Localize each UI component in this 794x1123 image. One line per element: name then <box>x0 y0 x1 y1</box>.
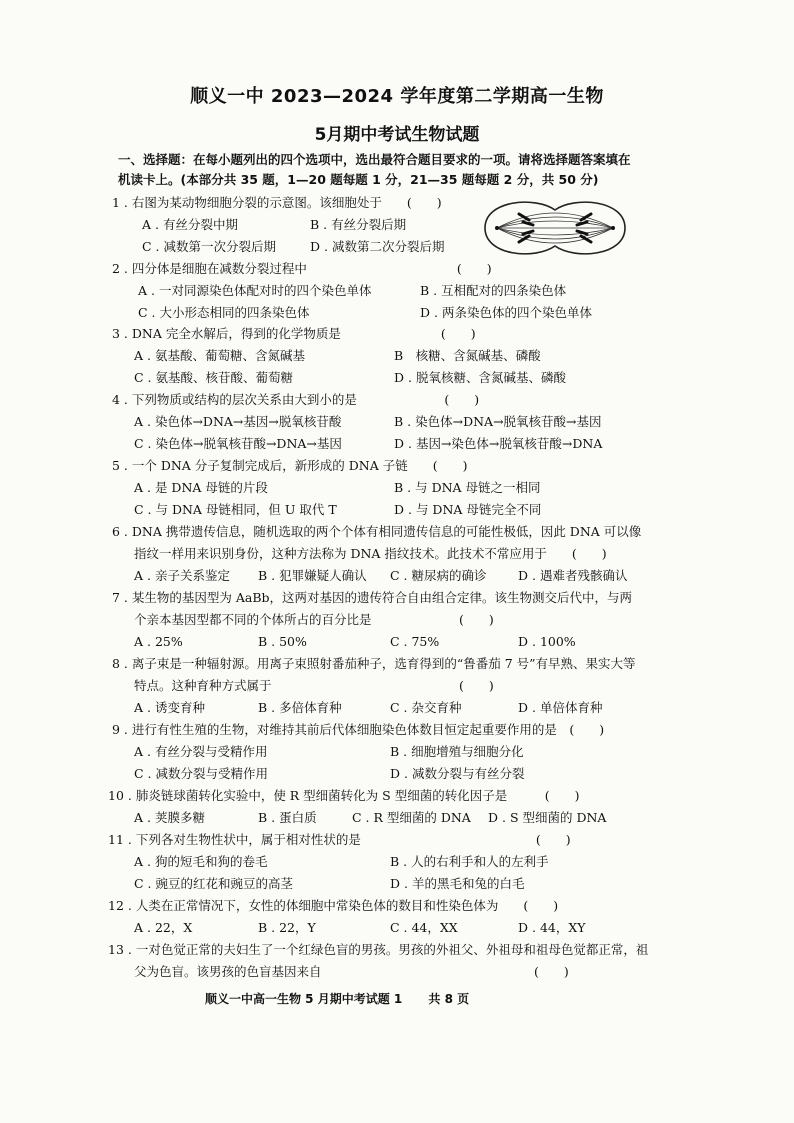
question-3-stem: 3 . DNA 完全水解后，得到的化学物质是 ( ) <box>112 326 476 341</box>
q12-option-c: C . 44，XX <box>390 920 458 935</box>
question-7-stem-1: 7 . 某生物的基因型为 AaBb，这两对基因的遗传符合自由组合定律。该生物测交后代中，与两 <box>112 590 633 605</box>
q7-option-c: C . 75% <box>390 634 440 649</box>
cell-division-diagram-icon <box>475 192 635 264</box>
q6-option-d: D . 遇难者残骸确认 <box>518 568 628 583</box>
q4-option-d: D . 基因→染色体→脱氧核苷酸→DNA <box>394 436 603 451</box>
exam-subtitle: 5月期中考试生物试题 <box>314 125 480 145</box>
q3-option-c: C . 氨基酸、核苷酸、葡萄糖 <box>134 370 293 385</box>
q10-option-a: A . 荚膜多糖 <box>134 810 205 825</box>
q9-option-c: C . 减数分裂与受精作用 <box>134 766 268 781</box>
question-6-stem-1: 6 . DNA 携带遗传信息，随机选取的两个个体有相同遗传信息的可能性极低，因此 DNA 可以像 <box>112 524 642 539</box>
q6-option-a: A . 亲子关系鉴定 <box>134 568 230 583</box>
section-instruction-1: 一、选择题：在每小题列出的四个选项中，选出最符合题目要求的一项。请将选择题答案填在 <box>118 152 631 167</box>
q11-option-a: A . 狗的短毛和狗的卷毛 <box>134 854 268 869</box>
q5-option-c: C . 与 DNA 母链相同，但 U 取代 T <box>134 502 337 517</box>
q9-option-b: B . 细胞增殖与细胞分化 <box>390 744 524 759</box>
q11-option-b: B . 人的右利手和人的左利手 <box>390 854 549 869</box>
q7-option-d: D . 100% <box>518 634 576 649</box>
q12-option-d: D . 44，XY <box>518 920 586 935</box>
q10-option-d: D . S 型细菌的 DNA <box>488 810 607 825</box>
q4-option-b: B . 染色体→DNA→脱氧核苷酸→基因 <box>394 414 602 429</box>
q5-option-b: B . 与 DNA 母链之一相同 <box>394 480 541 495</box>
q12-option-b: B . 22，Y <box>258 920 316 935</box>
q8-option-a: A . 诱变育种 <box>134 700 205 715</box>
q1-option-c: C . 减数第一次分裂后期 <box>142 239 276 254</box>
q3-option-a: A . 氨基酸、葡萄糖、含氮碱基 <box>134 348 305 363</box>
question-4-stem: 4 . 下列物质或结构的层次关系由大到小的是 ( ) <box>112 392 480 407</box>
q10-option-b: B . 蛋白质 <box>258 810 317 825</box>
footer-page-count: 共 8 页 <box>428 992 470 1006</box>
page-footer <box>205 990 491 1007</box>
q2-option-b: B . 互相配对的四条染色体 <box>420 283 567 298</box>
q9-option-a: A . 有丝分裂与受精作用 <box>134 744 268 759</box>
question-13-stem-1: 13 . 一对色觉正常的夫妇生了一个红绿色盲的男孩。男孩的外祖父、外祖母和祖母色觉都正常，祖 <box>108 942 649 957</box>
q4-option-c: C . 染色体→脱氧核苷酸→DNA→基因 <box>134 436 342 451</box>
q8-option-c: C . 杂交育种 <box>390 700 462 715</box>
question-11-stem: 11 . 下列各对生物性状中，属于相对性状的是 ( ) <box>108 832 571 847</box>
question-13-stem-2: 父为色盲。该男孩的色盲基因来自 ( ) <box>134 964 569 979</box>
q9-option-d: D . 减数分裂与有丝分裂 <box>390 766 525 781</box>
q7-option-a: A . 25% <box>134 634 183 649</box>
q6-option-b: B . 犯罪嫌疑人确认 <box>258 568 367 583</box>
footer-title: 顺义一中高一生物 5 月期中考试题 1 <box>205 992 403 1006</box>
q11-option-d: D . 羊的黑毛和兔的白毛 <box>390 876 525 891</box>
q5-option-a: A . 是 DNA 母链的片段 <box>134 480 268 495</box>
question-9-stem: 9 . 进行有性生殖的生物，对维持其前后代体细胞染色体数目恒定起重要作用的是 ( ) <box>112 722 605 737</box>
q1-option-d: D . 减数第二次分裂后期 <box>310 239 445 254</box>
q3-option-d: D . 脱氧核糖、含氮碱基、磷酸 <box>394 370 566 385</box>
q4-option-a: A . 染色体→DNA→基因→脱氧核苷酸 <box>134 414 342 429</box>
q11-option-c: C . 豌豆的红花和豌豆的高茎 <box>134 876 293 891</box>
question-1-stem: 1 . 右图为某动物细胞分裂的示意图。该细胞处于 ( ) <box>112 195 442 210</box>
question-8-stem-1: 8 . 离子束是一种辐射源。用离子束照射番茄种子，选育得到的“鲁番茄 7 号”有早熟、果实大等 <box>112 656 636 671</box>
q1-option-a: A . 有丝分裂中期 <box>142 217 238 232</box>
question-7-stem-2: 个亲本基因型都不同的个体所占的百分比是 ( ) <box>134 612 494 627</box>
q6-option-c: C . 糖尿病的确诊 <box>390 568 487 583</box>
question-12-stem: 12 . 人类在正常情况下，女性的体细胞中常染色体的数目和性染色体为 ( ) <box>108 898 559 913</box>
question-5-stem: 5 . 一个 DNA 分子复制完成后，新形成的 DNA 子链 ( ) <box>112 458 468 473</box>
exam-title: 顺义一中 2023—2024 学年度第二学期高一生物 <box>190 86 604 107</box>
q2-option-d: D . 两条染色体的四个染色单体 <box>420 305 592 320</box>
q8-option-d: D . 单倍体育种 <box>518 700 603 715</box>
q2-option-c: C . 大小形态相同的四条染色体 <box>138 305 310 320</box>
q12-option-a: A . 22，X <box>134 920 193 935</box>
q8-option-b: B . 多倍体育种 <box>258 700 342 715</box>
question-2-stem: 2 . 四分体是细胞在减数分裂过程中 ( ) <box>112 261 492 276</box>
q1-option-b: B . 有丝分裂后期 <box>310 217 407 232</box>
q3-option-b: B 核糖、含氮碱基、磷酸 <box>394 348 541 363</box>
q2-option-a: A . 一对同源染色体配对时的四个染色单体 <box>138 283 372 298</box>
section-instruction-2: 机读卡上。(本部分共 35 题，1—20 题每题 1 分，21—35 题每题 2 分，共 50 分) <box>118 172 599 187</box>
question-8-stem-2: 特点。这种育种方式属于 ( ) <box>134 678 494 693</box>
q10-option-c: C . R 型细菌的 DNA <box>352 810 471 825</box>
question-6-stem-2: 指纹一样用来识别身份，这种方法称为 DNA 指纹技术。此技术不常应用于 ( ) <box>134 546 607 561</box>
q5-option-d: D . 与 DNA 母链完全不同 <box>394 502 542 517</box>
q7-option-b: B . 50% <box>258 634 307 649</box>
question-10-stem: 10 . 肺炎链球菌转化实验中，使 R 型细菌转化为 S 型细菌的转化因子是 ( ) <box>108 788 580 803</box>
